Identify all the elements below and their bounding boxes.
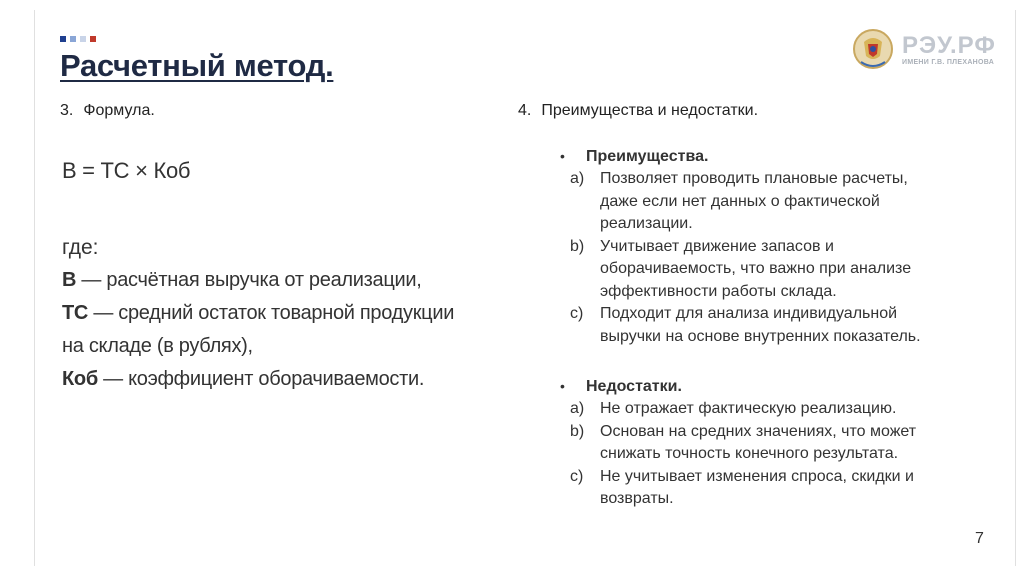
formula: В = ТС × Коб bbox=[62, 158, 191, 183]
item-marker: c) bbox=[570, 305, 584, 322]
slide-title: Расчетный метод. bbox=[60, 48, 334, 83]
definition-term: ТС bbox=[62, 302, 89, 324]
definition-text: на складе (в рублях), bbox=[62, 335, 253, 357]
right-border-line bbox=[1015, 10, 1016, 566]
disadvantages-section bbox=[560, 378, 930, 511]
item-text: Основан на средних значениях, что может снижать точность конечного результата. bbox=[600, 422, 917, 462]
definition-item bbox=[62, 264, 454, 297]
definition-text: — коэффициент оборачиваемости. bbox=[97, 368, 425, 390]
definitions-list bbox=[62, 264, 454, 396]
bullet-icon: • bbox=[560, 378, 565, 394]
item-marker: b) bbox=[570, 422, 585, 440]
heading-number: 3. bbox=[60, 102, 74, 119]
list-item bbox=[534, 398, 930, 421]
left-border-line bbox=[34, 10, 35, 566]
coat-of-arms-icon bbox=[852, 26, 894, 72]
item-text: Подходит для анализа индивидуальной выручки на основе внутренних показатель. bbox=[600, 305, 921, 345]
item-text: Не отражает фактическую реализацию. bbox=[600, 400, 897, 417]
section-label: Недостатки. bbox=[586, 378, 682, 395]
definition-item bbox=[62, 363, 454, 396]
where-label: где: bbox=[62, 236, 99, 259]
section-label: Преимущества. bbox=[586, 148, 709, 165]
page-number: 7 bbox=[975, 530, 984, 547]
definition-term: В bbox=[62, 269, 77, 291]
definition-item bbox=[62, 330, 454, 363]
list-item bbox=[534, 303, 930, 348]
logo-name: РЭУ.РФ bbox=[902, 31, 996, 59]
item-marker: b) bbox=[570, 237, 585, 255]
list-item bbox=[534, 168, 930, 236]
bullet-icon: • bbox=[560, 148, 565, 164]
item-text: Позволяет проводить плановые расчеты, даже если нет данных о фактической реализации. bbox=[600, 170, 908, 232]
logo-subtitle: ИМЕНИ Г.В. ПЛЕХАНОВА bbox=[902, 58, 995, 66]
definition-text: — расчётная выручка от реализации, bbox=[76, 269, 422, 291]
university-logo bbox=[852, 26, 996, 72]
list-item bbox=[534, 421, 930, 466]
decor-square bbox=[60, 36, 66, 42]
advantages-section bbox=[560, 148, 930, 348]
heading-text: Формула. bbox=[83, 102, 155, 119]
decor-square bbox=[90, 36, 96, 42]
definition-text: — средний остаток товарной продукции bbox=[88, 302, 455, 324]
heading-text: Преимущества и недостатки. bbox=[541, 102, 759, 119]
item-marker: a) bbox=[570, 170, 585, 187]
heading-number: 4. bbox=[518, 102, 532, 119]
pros-cons-heading bbox=[518, 102, 758, 120]
item-text: Учитывает движение запасов и оборачиваемость, что важно при анализе эффективности работы склада. bbox=[600, 237, 912, 300]
decor-square bbox=[80, 36, 86, 42]
list-item bbox=[534, 466, 930, 511]
definition-term: Коб bbox=[62, 368, 98, 390]
decor-squares bbox=[60, 36, 96, 42]
item-text: Не учитывает изменения спроса, скидки и возвраты. bbox=[600, 467, 914, 507]
list-item bbox=[534, 236, 930, 304]
item-marker: c) bbox=[570, 467, 584, 485]
item-marker: a) bbox=[570, 400, 585, 417]
formula-heading bbox=[60, 102, 155, 120]
definition-item bbox=[62, 297, 454, 330]
decor-square bbox=[70, 36, 76, 42]
